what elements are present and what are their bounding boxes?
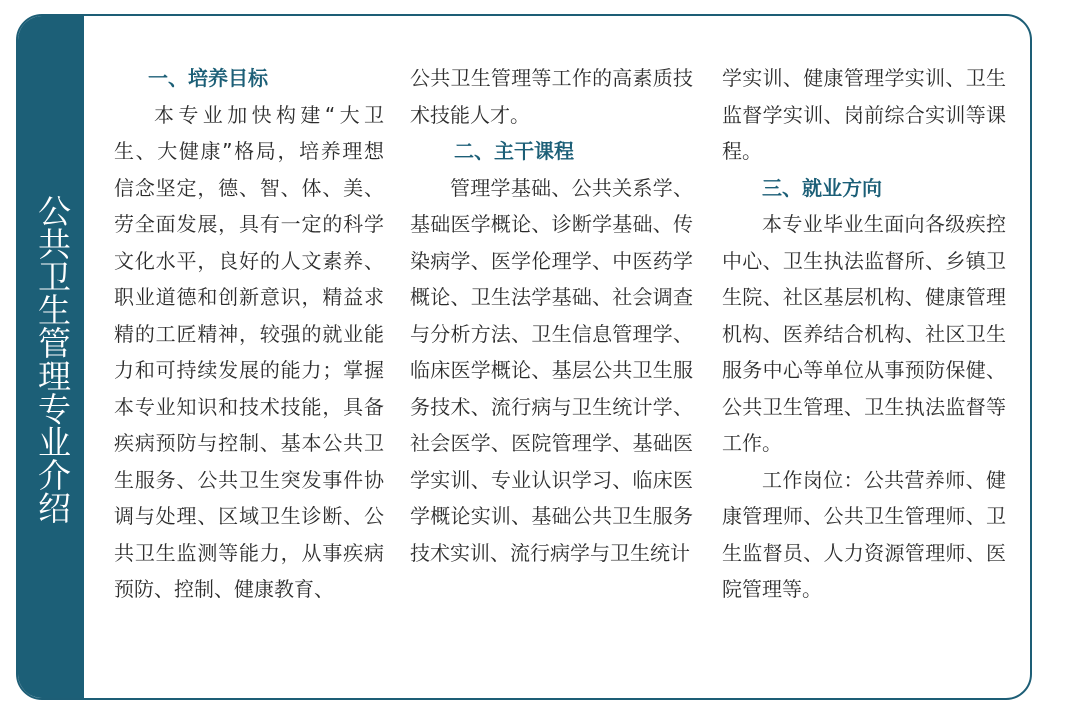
career-text: 本专业毕业生面向各级疾控中心、卫生执法监督所、乡镇卫生院、社区基层机构、健康管理机构、医养结合机构、社区卫生服务中心等单位从事预防保健、公共卫生管理、卫生执法监督等工作。	[722, 212, 1006, 455]
main-courses-text: 管理学基础、公共关系学、基础医学概论、诊断学基础、传染病学、医学伦理学、中医药学概论、卫生法学基础、社会调查与分析方法、卫生信息管理学、临床医学概论、基层公共卫生服务技术、流行病与卫生统计学、社会医学、医院管理学、基础医学实训、专业认识学习、临床医学概论实训、基础公共卫生服务技术实训、流行病学与卫生统计	[410, 175, 693, 565]
side-title: 公共卫生管理专业介绍	[33, 194, 72, 524]
main-courses-text-continued: 学实训、健康管理学实训、卫生监督学实训、岗前综合实训等课程。	[722, 66, 1006, 163]
side-band	[18, 16, 84, 698]
intro-card	[16, 14, 1032, 700]
column-3	[722, 60, 1006, 608]
job-positions-text: 工作岗位：公共营养师、健康管理师、公共卫生管理师、卫生监督员、人力资源管理师、医院管理等。	[722, 467, 1006, 601]
section-heading-training-goal: 一、培养目标	[148, 66, 268, 90]
column-2	[410, 60, 693, 571]
training-goal-text: 本专业加快构建“大卫生、大健康”格局，培养理想信念坚定，德、智、体、美、劳全面发展，具有一定的科学文化水平，良好的人文素养、职业道德和创新意识，精益求精的工匠精神，较强的就业能力和可持续发展的能力；掌握本专业知识和技术技能，具备疾病预防与控制、基本公共卫生服务、公共卫生突发事件协调与处理、区域卫生诊断、公共卫生监测等能力，从事疾病预防、控制、健康教育、	[114, 102, 384, 601]
section-heading-main-courses: 二、主干课程	[454, 139, 574, 163]
column-1	[114, 60, 384, 608]
section-heading-career: 三、就业方向	[762, 175, 882, 200]
training-goal-text-continued: 公共卫生管理等工作的高素质技术技能人才。	[410, 66, 693, 127]
